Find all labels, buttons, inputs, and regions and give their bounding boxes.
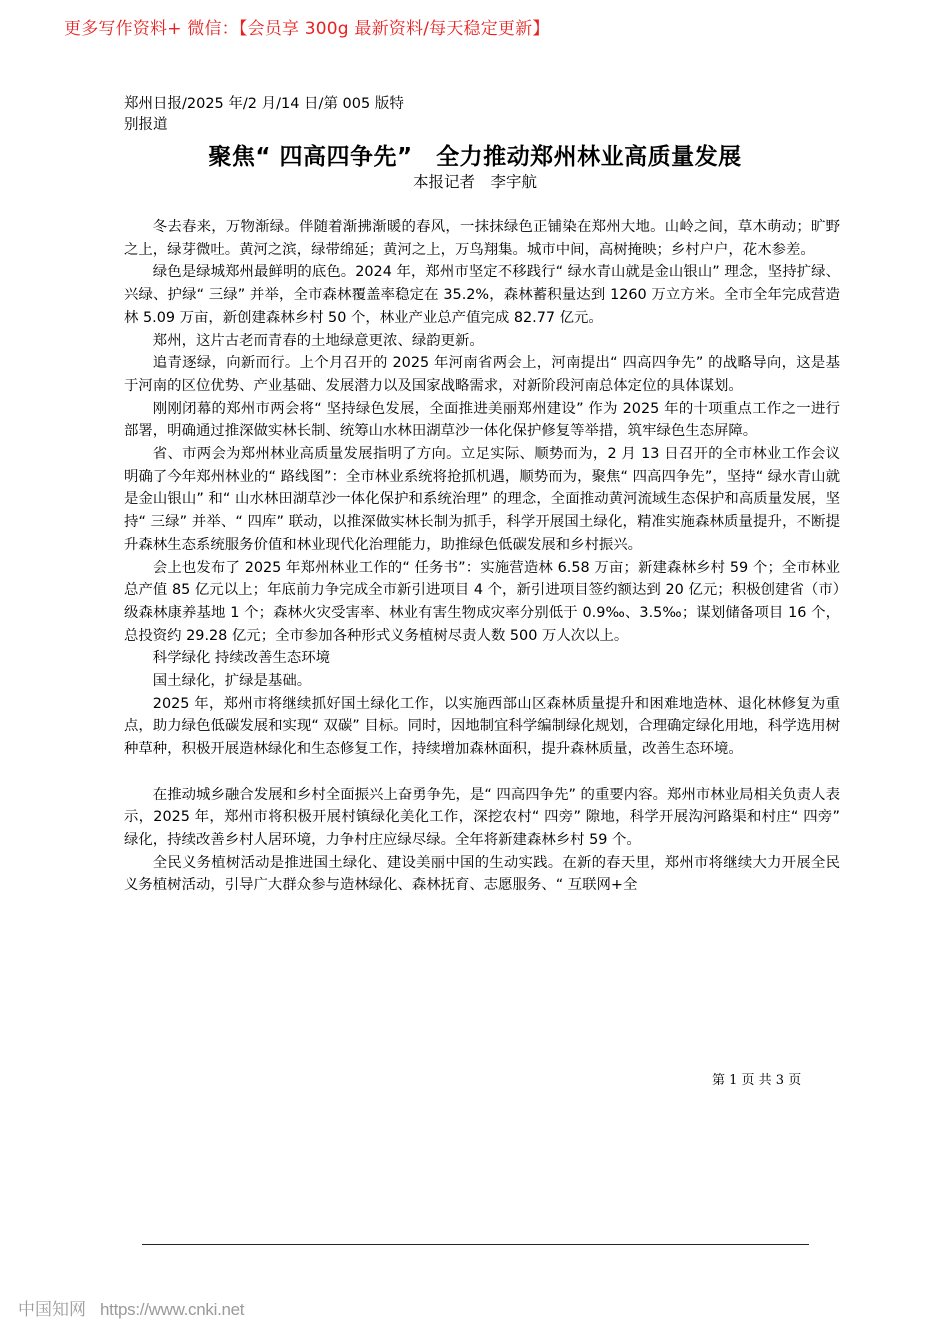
article-title: 聚焦“ 四高四争先” 全力推动郑州林业高质量发展 xyxy=(208,144,742,170)
footer-watermark xyxy=(18,1295,244,1320)
promo-banner: 更多写作资料+ 微信：【会员享 300g 最新资料/每天稳定更新】 xyxy=(64,19,550,39)
site-url[interactable]: https://www.cnki.net xyxy=(100,1300,245,1319)
paragraph: 冬去春来，万物渐绿。伴随着渐拂渐暖的春风，一抹抹绿色正铺染在郑州大地。山岭之间，草木萌动；旷野之上，绿芽微吐。黄河之滨，绿带绵延；黄河之上，万鸟翔集。城市中间，高树掩映；乡村户户，花木参差。 xyxy=(124,219,840,258)
paragraph: 国土绿化，扩绿是基础。 xyxy=(152,673,312,690)
paragraph: 2025 年，郑州市将继续抓好国土绿化工作，以实施西部山区森林质量提升和困难地造林、退化林修复为重点，助力绿色低碳发展和实现“ 双碳” 目标。同时，因地制宜科学编制绿化规划，合理确定绿化用地，科学选用树种草种，积极开展造林绿化和生态修复工作，持续增加森林面积，提升森林质量，改善生态环境。 xyxy=(124,695,840,758)
article-byline: 本报记者 李宇航 xyxy=(412,173,537,191)
page-indicator: 第 1 页 共 3 页 xyxy=(712,1073,802,1088)
paragraph: 郑州，这片古老而青春的土地绿意更浓、绿韵更新。 xyxy=(152,332,484,349)
site-name: 中国知网 xyxy=(18,1300,86,1319)
paragraph: 刚刚闭幕的郑州市两会将“ 坚持绿色发展，全面推进美丽郑州建设” 作为 2025 年的十项重点工作之一进行部署，明确通过推深做实林长制、统筹山水林田湖草沙一体化保护修复等举措，筑牢绿色生态屏障。 xyxy=(124,400,840,440)
paragraph: 全民义务植树活动是推进国土绿化、建设美丽中国的生动实践。在新的春天里，郑州市将继续大力开展全民义务植树活动，引导广大群众参与造林绿化、森林抚育、志愿服务、“ 互联网+全 xyxy=(124,854,840,894)
article-body xyxy=(124,216,840,897)
paragraph: 会上也发布了 2025 年郑州林业工作的“ 任务书”：实施营造林 6.58 万亩；新建森林乡村 59 个；全市林业总产值 85 亿元以上；年底前力争完成全市新引进项目 4 个，新引进项目签约额达到 20 亿元；积极创建省（市）级森林康养基地 1 个；森林火灾受害率、林业有害生物成灾率分别低于 0.9‰、3.5‰；谋划储备项目 16 个，总投资约 29.28 亿元；全市参加各种形式义务植树尽责人数 500 万人次以上。 xyxy=(124,559,840,644)
paragraph: 在推动城乡融合发展和乡村全面振兴上奋勇争先，是“ 四高四争先” 的重要内容。郑州市林业局相关负责人表示，2025 年，郑州市将积极开展村镇绿化美化工作，深挖农村“ 四旁” 隙地，科学开展沟河路渠和村庄“ 四旁” 绿化，持续改善乡村人居环境，力争村庄应绿尽绿。全年将新建森林乡村 59 个。 xyxy=(124,786,840,848)
divider xyxy=(142,1244,809,1245)
paragraph: 追青逐绿，向新而行。上个月召开的 2025 年河南省两会上，河南提出“ 四高四争先” 的战略导向，这是基于河南的区位优势、产业基础、发展潜力以及国家战略需求，对新阶段河南总体定位的具体谋划。 xyxy=(124,355,840,394)
paragraph: 绿色是绿城郑州最鲜明的底色。2024 年，郑州市坚定不移践行“ 绿水青山就是金山银山” 理念，坚持扩绿、兴绿、护绿“ 三绿” 并举，全市森林覆盖率稳定在 35.2%，森林蓄积量达到 1260 万立方米。全市全年完成营造林 5.09 万亩，新创建森林乡村 50 个，林业产业总产值完成 82.77 亿元。 xyxy=(124,264,840,326)
article-source: 郑州日报/2025 年/2 月/14 日/第 005 版特别报道 xyxy=(124,96,404,133)
section-heading: 科学绿化 持续改善生态环境 xyxy=(152,650,331,667)
paragraph: 省、市两会为郑州林业高质量发展指明了方向。立足实际、顺势而为，2 月 13 日召开的全市林业工作会议明确了今年郑州林业的“ 路线图”：全市林业系统将抢抓机遇，顺势而为，聚焦“ 四高四争先”，坚持“ 绿水青山就是金山银山” 和“ 山水林田湖草沙一体化保护和系统治理” 的理念，全面推动黄河流域生态保护和高质量发展，坚持“ 三绿” 并举、“ 四库” 联动，以推深做实林长制为抓手，科学开展国土绿化，精准实施森林质量提升，不断提升森林生态系统服务价值和林业现代化治理能力，助推绿色低碳发展和乡村振兴。 xyxy=(124,446,840,553)
